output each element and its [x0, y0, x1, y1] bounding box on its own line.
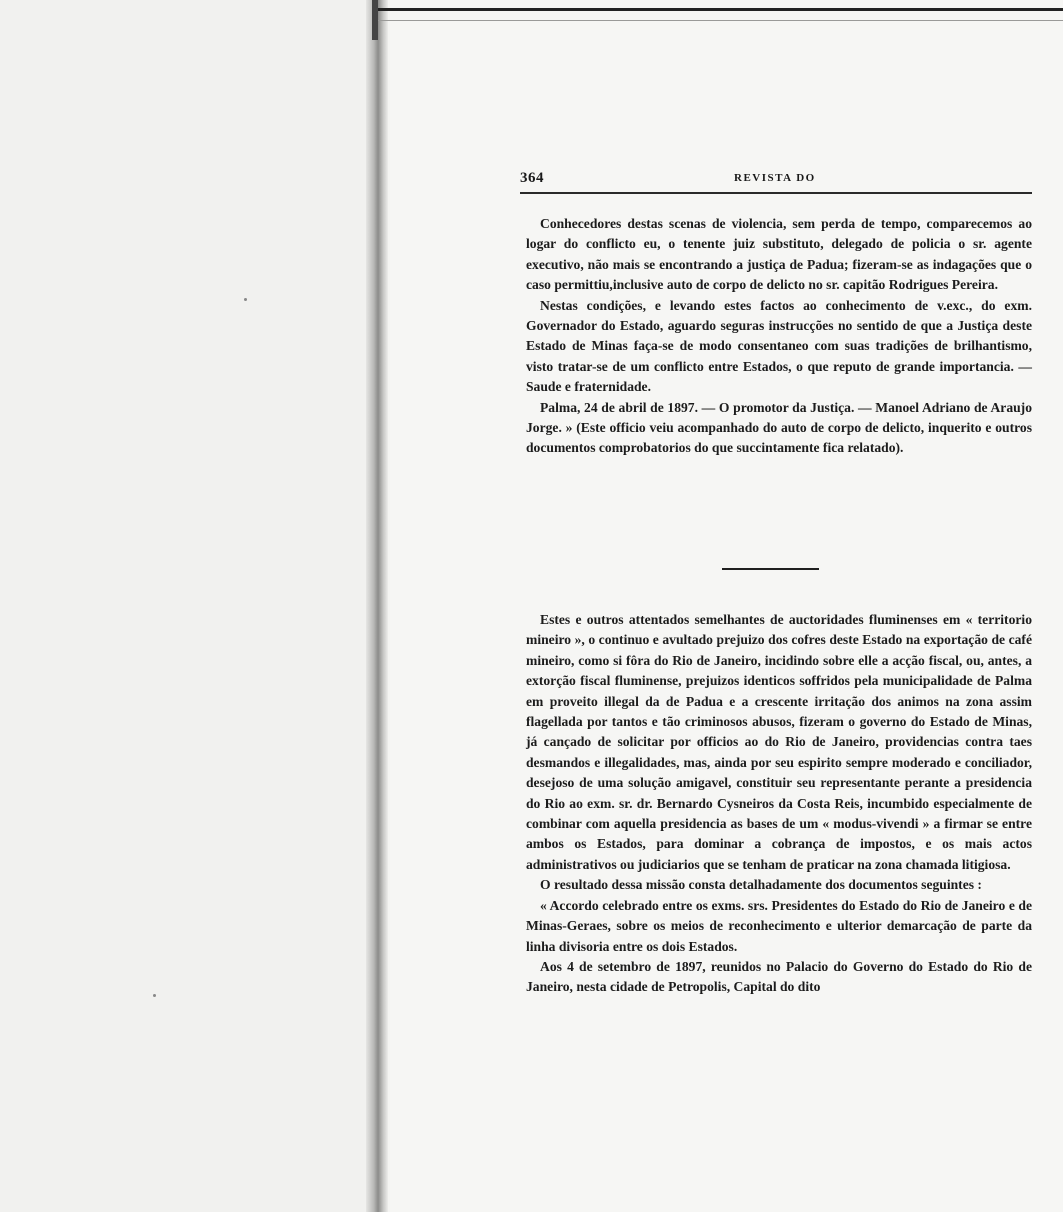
book-spine [366, 0, 388, 1212]
paragraph: Nestas condições, e levando estes factos ao conhecimento de v.exc., do exm. Governador do Estado, aguardo seguras instrucções no sentido de que a Justiça deste Estado de Minas faça-se de modo consentaneo com suas tradições de brilhantismo, visto tratar-se de um conflicto entre Estados, o que reputo de grande importancia. — Saude e fraternidade. [526, 297, 1032, 395]
left-blank-margin [0, 0, 372, 1212]
page-number: 364 [520, 170, 544, 186]
running-title: REVISTA DO [734, 172, 816, 184]
paragraph: Palma, 24 de abril de 1897. — O promotor da Justiça. — Manoel Adriano de Araujo Jorge. » (Este officio veiu acompanhado do auto de corpo de delicto, inquerito e outros documentos comprobatorios do que succintamente fica relatado). [526, 399, 1032, 456]
scan-speck [153, 994, 156, 997]
running-head [520, 170, 1032, 194]
paragraph: Estes e outros attentados semelhantes de auctoridades fluminenses em « territorio mineiro », o continuo e avultado prejuizo dos cofres deste Estado na exportação de café mineiro, como si fôra do Rio de Janeiro, incidindo sobre elle a acção fiscal, ou, antes, a extorção fiscal fluminense, prejuizos identicos soffridos pela municipalidade de Palma em proveito illegal da de Padua e a crescente irritação dos animos na zona assim flagellada por tantos e tão criminosos abusos, fizeram o governo do Estado de Minas, já cançado de solicitar por officios ao do Rio de Janeiro, providencias contra taes desmandos e illegalidades, mas, ainda por seu espirito sempre moderado e conciliador, desejoso de uma solução amigavel, constituir seu representante perante a presidencia do Rio ao exm. sr. dr. Bernardo Cysneiros da Costa Reis, incumbido especialmente de combinar com aquella presidencia as bases de um « modus-vivendi » a firmar se entre ambos os Estados, para dominar a cobrança de impostos, e os mais actos administrativos ou judiciarios que se tenham de praticar na zona chamada litigiosa. [526, 612, 1032, 872]
text-block-1 [526, 214, 1032, 459]
header-rule [520, 192, 1032, 194]
section-divider [722, 568, 819, 570]
paragraph: Conhecedores destas scenas de violencia, sem perda de tempo, comparecemos ao logar do conflicto eu, o tenente juiz substituto, delegado de policia o sr. agente executivo, não mais se encontrando a justiça de Padua; fizeram-se as indagações que o caso permittiu,inclusive auto de corpo de delicto no sr. capitão Rodrigues Pereira. [526, 216, 1032, 293]
top-edge-fade [378, 20, 1063, 21]
text-block-2 [526, 610, 1032, 998]
paragraph: O resultado dessa missão consta detalhadamente dos documentos seguintes : [540, 877, 982, 893]
paragraph: Aos 4 de setembro de 1897, reunidos no Palacio do Governo do Estado do Rio de Janeiro, nesta cidade de Petropolis, Capital do dito [526, 958, 1032, 995]
paragraph: « Accordo celebrado entre os exms. srs. Presidentes do Estado do Rio de Janeiro e de Minas-Geraes, sobre os meios de reconhecimento e ulterior demarcação de parte da linha divisoria entre os dois Estados. [526, 897, 1032, 954]
top-edge-rule [378, 8, 1063, 11]
scan-speck [244, 298, 247, 301]
